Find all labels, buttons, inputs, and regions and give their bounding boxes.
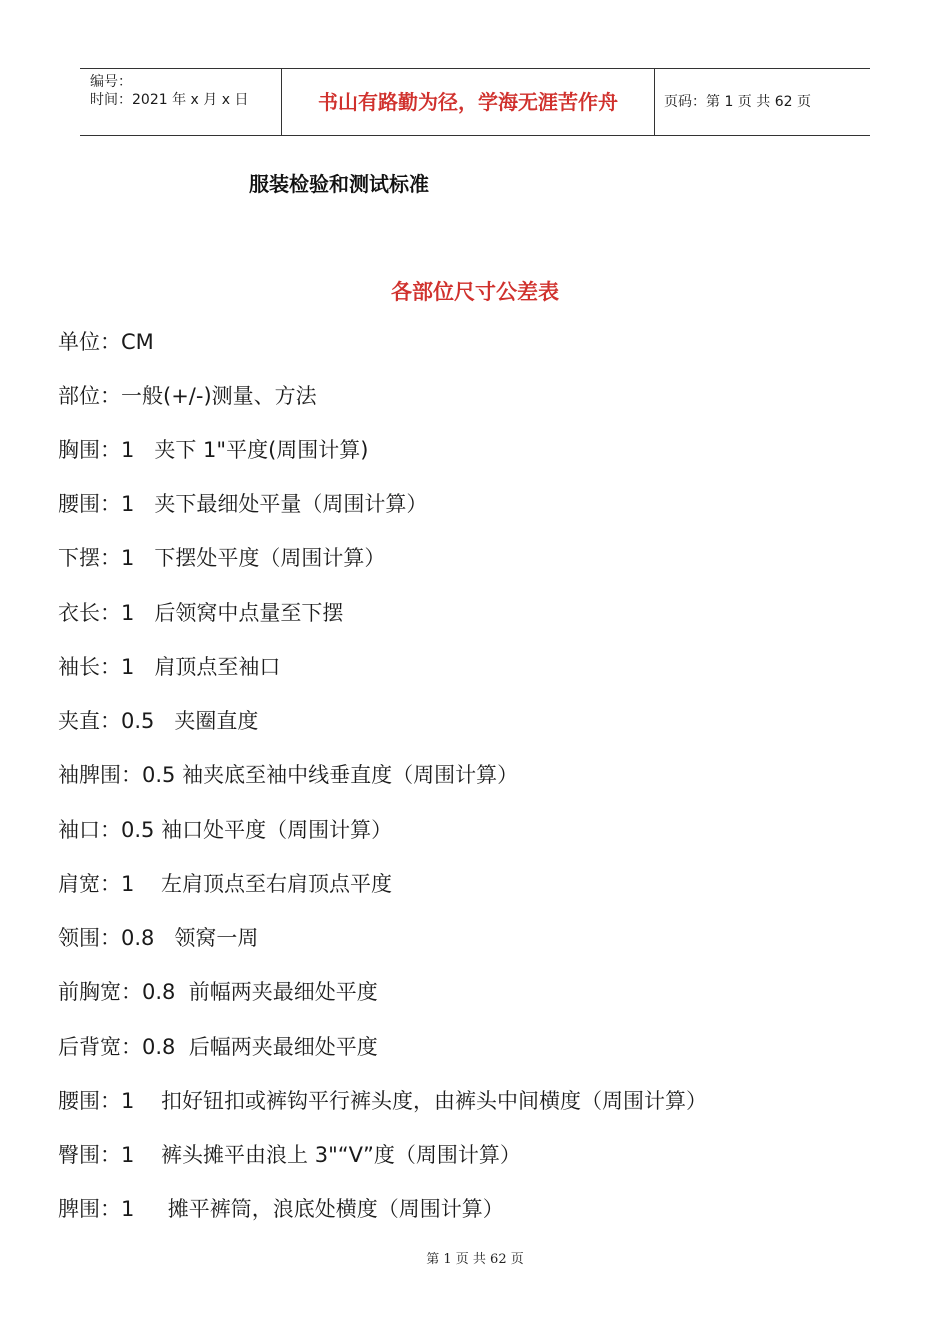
page-info: 页码：第 1 页 共 62 页	[664, 94, 811, 110]
list-item: 袖脾围：0.5 袖夹底至袖中线垂直度（周围计算）	[58, 763, 519, 787]
header-middle-cell	[282, 69, 655, 135]
list-item: 前胸宽：0.8 前幅两夹最细处平度	[58, 980, 378, 1004]
list-item: 夹直：0.5 夹圈直度	[58, 709, 259, 733]
page-footer: 第 1 页 共 62 页	[426, 1252, 524, 1267]
time-label: 时间：2021 年 x 月 x 日	[90, 92, 249, 108]
list-item: 肩宽：1 左肩顶点至右肩顶点平度	[58, 872, 393, 896]
list-item: 腰围：1 扣好钮扣或裤钩平行裤头度，由裤头中间横度（周围计算）	[58, 1089, 708, 1113]
list-item: 后背宽：0.8 后幅两夹最细处平度	[58, 1035, 378, 1059]
document-title: 服装检验和测试标准	[249, 172, 429, 196]
page-header	[80, 68, 870, 136]
number-label: 编号：	[90, 74, 132, 90]
list-item: 下摆：1 下摆处平度（周围计算）	[58, 546, 386, 570]
list-item: 胸围：1 夹下 1"平度(周围计算)	[58, 438, 369, 462]
list-item: 衣长：1 后领窝中点量至下摆	[58, 601, 344, 625]
list-item: 脾围：1 摊平裤筒，浪底处横度（周围计算）	[58, 1197, 504, 1221]
header-left-cell	[80, 69, 282, 135]
list-item: 单位：CM	[58, 330, 154, 354]
list-item: 腰围：1 夹下最细处平量（周围计算）	[58, 492, 428, 516]
header-right-cell	[655, 69, 870, 135]
motto-text: 书山有路勤为径，学海无涯苦作舟	[318, 90, 618, 114]
list-item: 袖长：1 肩顶点至袖口	[58, 655, 281, 679]
list-item: 领围：0.8 领窝一周	[58, 926, 259, 950]
list-item: 部位：一般(+/-)测量、方法	[58, 384, 317, 408]
section-title: 各部位尺寸公差表	[391, 280, 559, 304]
list-item: 臀围：1 裤头摊平由浪上 3"“V”度（周围计算）	[58, 1143, 521, 1167]
list-item: 袖口：0.5 袖口处平度（周围计算）	[58, 818, 393, 842]
